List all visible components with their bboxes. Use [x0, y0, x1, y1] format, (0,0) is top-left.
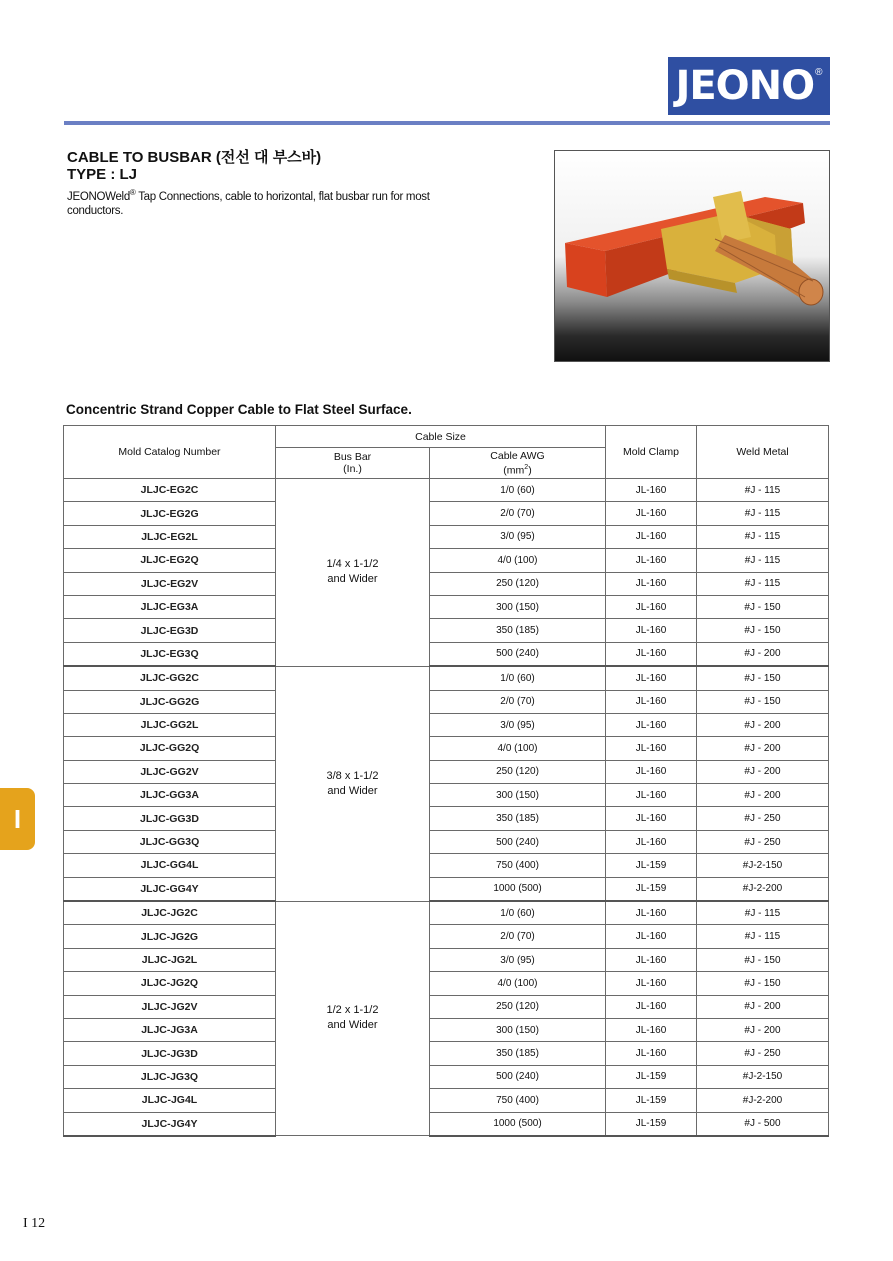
mold-catalog-number: JLJC-JG3A: [64, 1018, 276, 1041]
weld-metal: #J - 150: [697, 948, 829, 971]
table-row: [64, 549, 829, 572]
mold-catalog-number: JLJC-JG2G: [64, 925, 276, 948]
cable-awg: 350 (185): [430, 1042, 606, 1065]
table-row: [64, 807, 829, 830]
bus-bar-size: 1/2 x 1-1/2 and Wider: [276, 901, 430, 1136]
mold-clamp: JL-160: [606, 502, 697, 525]
cable-awg: 3/0 (95): [430, 948, 606, 971]
mold-clamp: JL-160: [606, 807, 697, 830]
bus-bar-size: 3/8 x 1-1/2 and Wider: [276, 666, 430, 901]
cable-awg: 300 (150): [430, 595, 606, 618]
cable-awg: 250 (120): [430, 572, 606, 595]
table-row: [64, 1065, 829, 1088]
mold-clamp: JL-160: [606, 619, 697, 642]
table-row: [64, 479, 829, 502]
cable-awg: 1000 (500): [430, 1112, 606, 1136]
mold-catalog-number: JLJC-GG4Y: [64, 877, 276, 901]
table-row: [64, 1042, 829, 1065]
brand-logo: [668, 57, 830, 115]
weld-metal: #J-2-150: [697, 1065, 829, 1088]
mold-clamp: JL-160: [606, 784, 697, 807]
table-row: [64, 901, 829, 925]
mold-catalog-number: JLJC-JG4L: [64, 1089, 276, 1112]
chapter-tab: [0, 788, 35, 850]
header-weld-metal: Weld Metal: [697, 426, 829, 479]
mold-clamp: JL-159: [606, 1065, 697, 1088]
mold-catalog-number: JLJC-JG2Q: [64, 972, 276, 995]
mold-catalog-number: JLJC-JG2V: [64, 995, 276, 1018]
mold-clamp: JL-159: [606, 1089, 697, 1112]
weld-metal: #J-2-200: [697, 877, 829, 901]
table-row: [64, 995, 829, 1018]
cable-awg: 2/0 (70): [430, 690, 606, 713]
product-photo: [554, 150, 830, 362]
mold-clamp: JL-160: [606, 525, 697, 548]
weld-metal: #J - 250: [697, 807, 829, 830]
section-title: Concentric Strand Copper Cable to Flat Steel Surface.: [66, 402, 412, 417]
table-row: [64, 784, 829, 807]
table-body: [64, 479, 829, 1136]
mold-clamp: JL-159: [606, 877, 697, 901]
cable-end: [799, 279, 823, 305]
chapter-tab-label: I: [13, 803, 22, 834]
table-row: [64, 854, 829, 877]
weld-metal: #J - 200: [697, 1018, 829, 1041]
weld-metal: #J - 250: [697, 830, 829, 853]
mold-clamp: JL-160: [606, 642, 697, 666]
mold-catalog-number: JLJC-GG3D: [64, 807, 276, 830]
cable-awg: 3/0 (95): [430, 713, 606, 736]
table-row: [64, 1089, 829, 1112]
mold-clamp: JL-160: [606, 760, 697, 783]
weld-metal: #J-2-200: [697, 1089, 829, 1112]
weld-metal: #J - 115: [697, 572, 829, 595]
mold-clamp: JL-160: [606, 690, 697, 713]
cable-awg: 250 (120): [430, 995, 606, 1018]
product-description: [67, 186, 447, 218]
header-bus-bar: Bus Bar (In.): [276, 448, 430, 479]
weld-metal: #J - 200: [697, 642, 829, 666]
weld-metal: #J - 200: [697, 760, 829, 783]
busbar-front: [565, 243, 607, 297]
mold-clamp: JL-159: [606, 854, 697, 877]
mold-catalog-number: JLJC-GG2Q: [64, 737, 276, 760]
weld-metal: #J - 250: [697, 1042, 829, 1065]
mold-clamp: JL-160: [606, 948, 697, 971]
weld-metal: #J - 150: [697, 666, 829, 690]
cable-awg: 350 (185): [430, 807, 606, 830]
table-row: [64, 713, 829, 736]
table-row: [64, 502, 829, 525]
brand-registered-mark: ®: [815, 66, 823, 78]
weld-metal: #J - 115: [697, 901, 829, 925]
table-row: [64, 948, 829, 971]
mold-catalog-number: JLJC-GG2L: [64, 713, 276, 736]
mold-catalog-number: JLJC-EG2V: [64, 572, 276, 595]
cable-awg: 1/0 (60): [430, 901, 606, 925]
mold-clamp: JL-160: [606, 572, 697, 595]
page-title: CABLE TO BUSBAR (전선 대 부스바): [67, 149, 322, 166]
mold-catalog-number: JLJC-EG3A: [64, 595, 276, 618]
mold-clamp: JL-160: [606, 713, 697, 736]
mold-catalog-number: JLJC-GG3Q: [64, 830, 276, 853]
cable-awg-unit-sup: 2: [524, 463, 529, 471]
mold-clamp: JL-160: [606, 666, 697, 690]
cable-awg: 500 (240): [430, 642, 606, 666]
table-row: [64, 642, 829, 666]
mold-catalog-number: JLJC-JG4Y: [64, 1112, 276, 1136]
cable-awg: 3/0 (95): [430, 525, 606, 548]
mold-catalog-number: JLJC-EG2G: [64, 502, 276, 525]
table-row: [64, 925, 829, 948]
catalog-table: [63, 425, 829, 1137]
cable-awg: 4/0 (100): [430, 549, 606, 572]
cable-awg: 500 (240): [430, 1065, 606, 1088]
header-cable-awg: [430, 448, 606, 479]
mold-catalog-number: JLJC-EG2Q: [64, 549, 276, 572]
cable-awg: 500 (240): [430, 830, 606, 853]
cable-awg: 2/0 (70): [430, 502, 606, 525]
header-mold-catalog: Mold Catalog Number: [64, 426, 276, 479]
mold-catalog-number: JLJC-EG3D: [64, 619, 276, 642]
weld-metal: #J - 200: [697, 784, 829, 807]
bus-bar-size: 1/4 x 1-1/2 and Wider: [276, 479, 430, 667]
busbar-connection-illustration: [555, 151, 830, 362]
mold-catalog-number: JLJC-GG3A: [64, 784, 276, 807]
weld-metal: #J - 115: [697, 525, 829, 548]
mold-catalog-number: JLJC-GG2C: [64, 666, 276, 690]
header-mold-clamp: Mold Clamp: [606, 426, 697, 479]
weld-metal: #J - 115: [697, 479, 829, 502]
page-number: I 12: [23, 1216, 46, 1231]
cable-awg: 1/0 (60): [430, 666, 606, 690]
cable-awg-unit: (mm: [503, 464, 525, 477]
mold-clamp: JL-160: [606, 595, 697, 618]
cable-awg: 750 (400): [430, 854, 606, 877]
cable-awg: 1/0 (60): [430, 479, 606, 502]
cable-awg: 1000 (500): [430, 877, 606, 901]
weld-metal: #J - 150: [697, 972, 829, 995]
cable-awg: 250 (120): [430, 760, 606, 783]
weld-metal: #J - 500: [697, 1112, 829, 1136]
table-row: [64, 830, 829, 853]
mold-catalog-number: JLJC-GG2G: [64, 690, 276, 713]
mold-clamp: JL-160: [606, 972, 697, 995]
table-row: [64, 760, 829, 783]
table-row: [64, 1112, 829, 1136]
mold-catalog-number: JLJC-JG3Q: [64, 1065, 276, 1088]
cable-awg-label: Cable AWG: [490, 449, 545, 462]
brand-name: JEONO: [675, 63, 815, 109]
table-row: [64, 690, 829, 713]
table-row: [64, 972, 829, 995]
mold-catalog-number: JLJC-EG2C: [64, 479, 276, 502]
mold-clamp: JL-160: [606, 479, 697, 502]
table-row: [64, 525, 829, 548]
weld-metal: #J - 115: [697, 502, 829, 525]
mold-catalog-number: JLJC-GG2V: [64, 760, 276, 783]
table-row: [64, 666, 829, 690]
mold-catalog-number: JLJC-GG4L: [64, 854, 276, 877]
cable-awg: 2/0 (70): [430, 925, 606, 948]
cable-awg-unit-end: ): [528, 464, 532, 477]
weld-metal: #J - 150: [697, 619, 829, 642]
header-rule: [64, 121, 830, 125]
description-text: Tap Connections, cable to horizontal, flat busbar run for most conductors.: [67, 190, 430, 217]
mold-clamp: JL-160: [606, 925, 697, 948]
mold-clamp: JL-160: [606, 995, 697, 1018]
table-row: [64, 572, 829, 595]
weld-metal: #J - 115: [697, 925, 829, 948]
weld-metal: #J-2-150: [697, 854, 829, 877]
weld-metal: #J - 200: [697, 995, 829, 1018]
cable-awg: 300 (150): [430, 1018, 606, 1041]
mold-catalog-number: JLJC-EG3Q: [64, 642, 276, 666]
mold-clamp: JL-160: [606, 737, 697, 760]
cable-awg: 300 (150): [430, 784, 606, 807]
cable-awg: 4/0 (100): [430, 737, 606, 760]
mold-clamp: JL-160: [606, 901, 697, 925]
table-row: [64, 595, 829, 618]
mold-clamp: JL-160: [606, 549, 697, 572]
cable-awg: 750 (400): [430, 1089, 606, 1112]
weld-metal: #J - 115: [697, 549, 829, 572]
mold-catalog-number: JLJC-JG2C: [64, 901, 276, 925]
cable-awg: 4/0 (100): [430, 972, 606, 995]
mold-catalog-number: JLJC-JG2L: [64, 948, 276, 971]
mold-catalog-number: JLJC-JG3D: [64, 1042, 276, 1065]
mold-clamp: JL-160: [606, 1042, 697, 1065]
mold-catalog-number: JLJC-EG2L: [64, 525, 276, 548]
weld-metal: #J - 200: [697, 713, 829, 736]
table-row: [64, 877, 829, 901]
mold-clamp: JL-160: [606, 830, 697, 853]
product-type: TYPE : LJ: [67, 166, 138, 183]
header-cable-size: Cable Size: [276, 426, 606, 448]
table-row: [64, 737, 829, 760]
description-registered-mark: ®: [129, 188, 136, 197]
table-row: [64, 619, 829, 642]
weld-metal: #J - 150: [697, 690, 829, 713]
table-row: [64, 1018, 829, 1041]
weld-metal: #J - 150: [697, 595, 829, 618]
mold-clamp: JL-160: [606, 1018, 697, 1041]
cable-awg: 350 (185): [430, 619, 606, 642]
mold-clamp: JL-159: [606, 1112, 697, 1136]
weld-metal: #J - 200: [697, 737, 829, 760]
description-prefix: JEONOWeld: [67, 190, 130, 203]
